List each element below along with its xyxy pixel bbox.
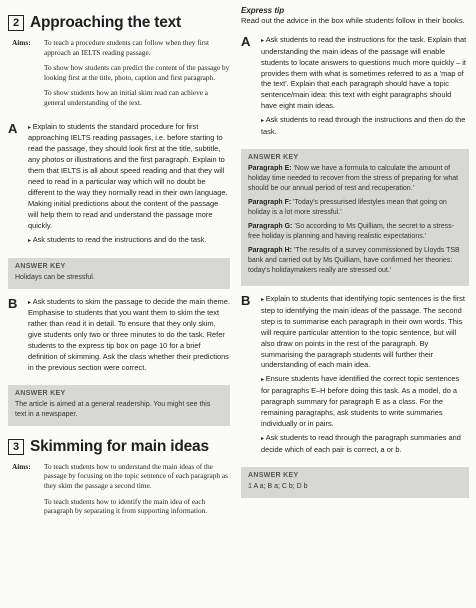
aims-block: [12, 462, 230, 522]
section-title: Skimming for main ideas: [30, 437, 209, 455]
aims-label: Aims:: [12, 38, 31, 47]
aim-item: To teach students how to identify the main idea of each paragraph by separating it from supporting information.: [44, 496, 208, 516]
aim-item: To show how students can predict the content of the passage by looking first at the title, photo, caption and first paragraph.: [44, 63, 230, 82]
answer-key-text: The article is aimed at a general readership. You might see this text in a newspaper.: [15, 400, 211, 418]
right-column: [241, 0, 469, 498]
left-column: [8, 0, 230, 522]
section-2-heading: [8, 14, 230, 32]
aim-item: To teach students how to understand the main ideas of the passage by focusing on the topic sentence of each paragraph as they skim the passage a second time.: [44, 461, 228, 491]
step-paragraph: ▸ Ask students to read the instructions for the task. Explain that understanding the main ideas of the passage will enable students to locate answers to questions much more quickly – it provides them with what is sometimes referred to as a 'map of the text'. Explain that each paragraph should have a topic sentence/main idea: this text with eight paragraphs should have eight main ideas.: [261, 35, 469, 112]
step-b: [8, 297, 230, 377]
answer-key-title: ANSWER KEY: [248, 153, 299, 161]
express-tip-title: Express tip: [241, 6, 285, 15]
step-paragraph: ▸ Ask students to read through the instructions and then do the task.: [261, 115, 469, 138]
section-number: 3: [8, 439, 24, 455]
answer-key-text: 1 A a; B a; C b; D b: [248, 482, 308, 490]
step-paragraph: ▸ Ask students to read through the paragraph summaries and decide which of each pair is correct, a or b.: [261, 433, 469, 456]
answer-key-item: Paragraph E: 'Now we have a formula to calculate the amount of holiday time needed to recover from the stress of preparing for what should be our annual period of rest and recuperation.': [248, 164, 459, 192]
answer-key-title: ANSWER KEY: [248, 471, 299, 479]
step-letter: A: [241, 33, 251, 49]
aims-block: [12, 38, 230, 114]
answer-key-item: Paragraph F: 'Today's pressurised lifestyles mean that going on holiday is a lot more stressful.': [248, 198, 447, 216]
step-paragraph: ▸ Explain to students that identifying topic sentences is the first step to identifying the main ideas of the passage. The second step is to summarise each paragraph in their own words. This will require particular attention to the topic sentence, but will also draw on points in the rest of the paragraph. By summarising the paragraph students will further their understanding of each main idea.: [261, 294, 469, 371]
section-3-heading: [8, 438, 230, 456]
step-paragraph: ▸ Ensure students have identified the correct topic sentences for paragraphs E–H before doing this task. As a model, do a paragraph summary for paragraph E as a class. For the remaining paragraphs, ask students to write summaries individually or in pairs.: [261, 374, 469, 430]
step-paragraph: ▸ Explain to students the standard procedure for first approaching IELTS reading passages, i.e. before starting to read the passage, they should look first at the title, subtitle, any photos or illustrations and the first paragraph. Explain to them that IELTS is all about speed reading and that they will need to read in a particular way which will no doubt be different to the way they normally read in their own language. Making initial predictions about the content of the passage will help them to read and understand the passage more quickly.: [28, 122, 230, 232]
step-letter: A: [8, 120, 18, 136]
step-a: [241, 35, 469, 141]
answer-key-item: Paragraph H: 'The results of a survey commissioned by Lloyds TSB bank and carried out by Ms Quilliam, have confirmed her theories: today's holidaymakers really are stressed out.': [248, 246, 460, 274]
section-number: 2: [8, 15, 24, 31]
step-b: [241, 294, 469, 459]
step-paragraph: ▸ Ask students to read the instructions and do the task.: [28, 235, 230, 247]
step-paragraph: ▸ Ask students to skim the passage to decide the main theme. Emphasise to students that you want them to skim the text rather than read it in detail. To ensure that they only skim, give students only two or three minutes to do the task. Refer students to the express tip box on page 10 for a brief definition of skimming. Ask the class whether their predictions in the previous section were correct.: [28, 297, 230, 374]
aim-item: To show students how an initial skim read can achieve a general understanding of the text.: [44, 88, 209, 107]
step-letter: B: [241, 292, 251, 308]
answer-key-box: [241, 467, 469, 498]
aim-item: To teach a procedure students can follow when they first approach an IELTS reading passage.: [44, 38, 210, 57]
step-letter: B: [8, 295, 18, 311]
section-title: Approaching the text: [30, 14, 182, 31]
step-a: [8, 122, 230, 250]
answer-key-item: Paragraph G: 'So according to Ms Quilliam, the secret to a stress-free holiday is planning and having realistic expectations.': [248, 222, 454, 240]
answer-key-box: [8, 258, 230, 289]
aims-label: Aims:: [12, 461, 31, 471]
answer-key-title: ANSWER KEY: [15, 389, 66, 397]
answer-key-box: [8, 385, 230, 426]
express-tip-text: Read out the advice in the box while students follow in their books.: [241, 16, 465, 26]
express-tip: [241, 6, 469, 27]
answer-key-text: Holidays can be stressful.: [15, 273, 95, 281]
answer-key-title: ANSWER KEY: [15, 262, 66, 270]
answer-key-box: [241, 149, 469, 286]
